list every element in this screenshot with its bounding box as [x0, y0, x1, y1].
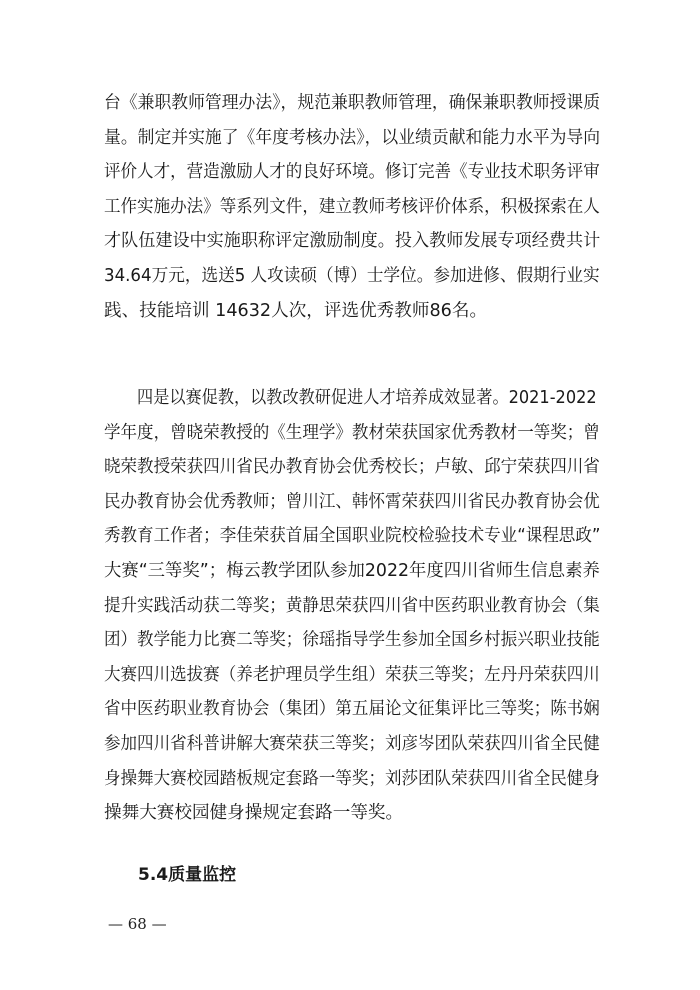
page-number: — 68 —	[108, 915, 167, 933]
text-line: 提升实践活动获二等奖；黄静思荣获四川省中医药职业教育协会（集	[104, 595, 600, 616]
paragraph-teacher-management	[104, 86, 600, 328]
text-line: 省中医药职业教育协会（集团）第五届论文征集评比三等奖；陈书娴	[104, 699, 600, 720]
text-line: 才队伍建设中实施职称评定激励制度。投入教师发展专项经费共计	[104, 231, 601, 252]
text-line: 大赛“三等奖”；梅云教学团队参加2022年度四川省师生信息素养	[104, 560, 600, 581]
text-line: 台《兼职教师管理办法》，规范兼职教师管理，确保兼职教师授课质	[104, 93, 601, 113]
text-line: 34.64万元，选送5 人攻读硕（博）士学位。参加进修、假期行业实	[104, 265, 600, 286]
text-line: 晓荣教授荣获四川省民办教育协会优秀校长；卢敏、邱宁荣获四川省	[104, 457, 600, 478]
text-line: 大赛四川选拔赛（养老护理员学生组）荣获三等奖；左丹丹荣获四川	[104, 664, 600, 685]
section-heading: 5.4质量监控	[138, 865, 237, 885]
text-line: 评价人才，营造激励人才的良好环境。修订完善《专业技术职务评审	[104, 162, 600, 183]
text-line: 学年度，曾晓荣教授的《生理学》教材荣获国家优秀教材一等奖；曾	[104, 422, 600, 443]
text-line: 践、技能培训 14632人次，评选优秀教师86名。	[104, 300, 488, 321]
text-line: 身操舞大赛校园踏板规定套路一等奖；刘莎团队荣获四川省全民健身	[104, 768, 600, 789]
text-line: 工作实施办法》等系列文件，建立教师考核评价体系，积极探索在人	[104, 196, 600, 217]
text-line: 量。制定并实施了《年度考核办法》，以业绩贡献和能力水平为导向	[104, 127, 601, 148]
text-line: 民办教育协会优秀教师；曾川江、韩怀霄荣获四川省民办教育协会优	[104, 491, 600, 512]
text-line: 操舞大赛校园健身操规定套路一等奖。	[104, 803, 404, 824]
text-line: 秀教育工作者；李佳荣获首届全国职业院校检验技术专业“课程思政”	[104, 526, 601, 547]
text-line: 团）教学能力比赛二等奖；徐瑶指导学生参加全国乡村振兴职业技能	[104, 630, 600, 651]
text-line-first: 四是以赛促教，以教改教研促进人才培养成效显著。2021-2022	[137, 388, 597, 408]
paragraph-competition-awards	[104, 381, 600, 831]
text-line: 参加四川省科普讲解大赛荣获三等奖；刘彦岑团队荣获四川省全民健	[104, 733, 600, 754]
